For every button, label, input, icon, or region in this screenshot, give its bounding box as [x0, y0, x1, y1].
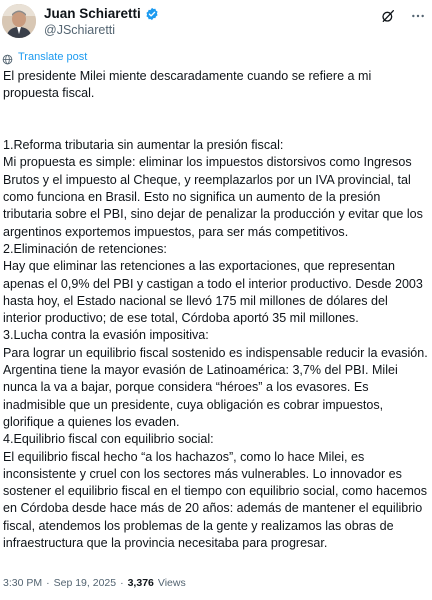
translate-post-label[interactable]: Translate post — [18, 51, 88, 63]
author-name-row — [44, 6, 159, 21]
avatar[interactable] — [2, 4, 36, 38]
post-paragraph: Mi propuesta es simple: eliminar los impuestos distorsivos como Ingresos Brutos y el impuesto al Cheque, y reemplazarlos por un IVA provincial, tal como funciona en Brasil. Esto no significa un aumento de la presión tributaria sobre el PBI, sino dejar de penalizar la producción y evitar que los argentinos exportemos impuestos, para ser más competitivos. — [3, 155, 423, 239]
meta-separator: · — [46, 577, 50, 589]
header-actions — [380, 8, 426, 24]
views-count: 3,376 — [127, 577, 154, 589]
post-heading: 3.Lucha contra la evasión impositiva: — [3, 328, 209, 343]
grok-icon[interactable] — [380, 8, 396, 24]
meta-separator: · — [120, 577, 124, 589]
post-paragraph: Para lograr un equilibrio fiscal sostenido es indispensable reducir la evasión. Argentina tiene la mayor evasión de Latinoamérica: 3,7% del PBI. Milei nunca la va a bajar, porque considera “héroes” a los evasores. Es inadmisible que un presidente, cuya obligación es cobrar impuestos, glorifique a quienes los evaden. — [3, 345, 428, 429]
post-heading: 1.Reforma tributaria sin aumentar la presión fiscal: — [3, 138, 284, 153]
avatar-image — [2, 4, 36, 38]
views-label: Views — [157, 577, 186, 589]
author-handle[interactable]: @JSchiaretti — [44, 23, 116, 37]
post-heading: 2.Eliminación de retenciones: — [3, 241, 167, 256]
post-metadata — [3, 577, 186, 589]
post-date[interactable]: Sep 19, 2025 — [53, 577, 117, 589]
paragraph-gap — [3, 120, 429, 137]
globe-icon — [2, 52, 13, 63]
author-name[interactable]: Juan Schiaretti — [44, 6, 141, 21]
post-paragraph: El presidente Milei miente descaradamente cuando se refiere a mi propuesta fiscal. — [3, 69, 372, 101]
verified-badge-icon — [145, 7, 159, 21]
more-options-icon[interactable] — [410, 8, 426, 24]
post-header — [0, 0, 432, 46]
translate-post-link[interactable] — [2, 51, 87, 63]
post-heading: 4.Equilibrio fiscal con equilibrio social: — [3, 432, 214, 447]
paragraph-gap — [3, 103, 429, 120]
post-paragraph: Hay que eliminar las retenciones a las exportaciones, que representan apenas el 0,9% del PBI y castigan a todo el interior productivo. Desde 2003 hasta hoy, el Estado nacional se llevó 175 mil millones de dólares del interior productivo; de ese total, Córdoba aportó 35 mil millones. — [3, 259, 423, 326]
post-text — [3, 68, 429, 552]
post-time[interactable]: 3:30 PM — [3, 577, 43, 589]
post-paragraph: El equilibrio fiscal hecho “a los hachazos”, como lo hace Milei, es inconsistente y cruel con los sectores más vulnerables. Lo innovador es sostener el equilibrio fiscal en el tiempo con equilibrio social, como hacemos en Córdoba desde hace más de 20 años: además de mantener el equilibrio fiscal, atendemos los problemas de la gente y realizamos las obras de infraestructura que la provincia necesitaba para progresar. — [3, 449, 428, 551]
